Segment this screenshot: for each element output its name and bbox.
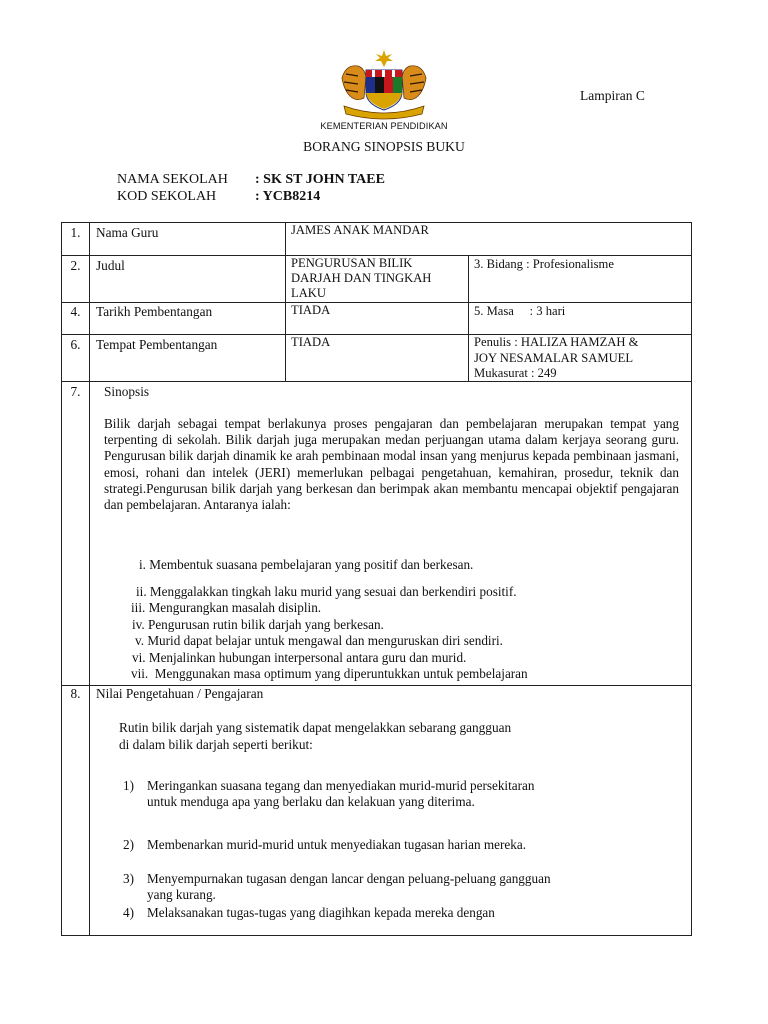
school-name-label: NAMA SEKOLAH: [117, 172, 228, 187]
value-lesson-item: [123, 905, 583, 921]
ministry-name: KEMENTERIAN PENDIDIKAN: [320, 121, 448, 131]
teacher-name-label: Nama Guru: [96, 225, 159, 240]
presentation-date-label: Tarikh Pembentangan: [96, 304, 213, 319]
value-lesson-item: [123, 871, 563, 904]
column-divider: [468, 255, 469, 381]
row-number: 8.: [70, 686, 81, 701]
title-label: Judul: [96, 258, 125, 273]
row-number: 1.: [70, 225, 81, 240]
row-divider: [62, 302, 691, 303]
ministry-crest-logo: [338, 48, 430, 120]
presentation-place-value: TIADA: [291, 335, 331, 349]
page-count: Mukasurat : 249: [474, 366, 557, 380]
column-divider: [89, 223, 90, 935]
school-code-label: KOD SEKOLAH: [117, 189, 217, 204]
author-line-1: Penulis : HALIZA HAMZAH &: [474, 335, 639, 349]
duration-value: 5. Masa : 3 hari: [474, 304, 566, 318]
value-lesson-heading: Nilai Pengetahuan / Pengajaran: [96, 686, 264, 701]
value-lesson-item: [123, 837, 543, 853]
synopsis-paragraph: Bilik darjah sebagai tempat berlakunya proses pengajaran dan pembelajaran merupakan tempat yang terpenting di sekolah. Bilik darjah juga merupakan medan perjuangan utama dalam kerjaya seorang guru. Pengurusan bilik darjah dinamik ke arah pembinaan modal insan yang menjurus kepada pembinaan jasmani, emosi, rohani dan intelek (JERI) memerlukan pelbagai pengetahuan, kemahiran, prosedur, teknik dan strategi.Pengurusan bilik darjah yang berkesan dan berimpak akan membantu mencapai objektif pengajaran dan pembelajaran. Antaranya ialah:: [104, 416, 679, 513]
school-name-value: : SK ST JOHN TAEE: [255, 172, 385, 187]
item-text: Membenarkan murid-murid untuk menyediakan tugasan harian mereka.: [147, 837, 527, 852]
value-lesson-item: [123, 778, 563, 811]
item-number: 1): [123, 778, 134, 793]
column-divider: [285, 223, 286, 381]
row-number: 7.: [70, 384, 81, 399]
item-text: Melaksanakan tugas-tugas yang diagihkan kepada mereka dengan: [147, 905, 495, 920]
row-number: 2.: [70, 258, 81, 273]
row-number: 4.: [70, 304, 81, 319]
teacher-name-value: JAMES ANAK MANDAR: [291, 223, 429, 237]
synopsis-list-item: ii. Menggalakkan tingkah laku murid yang sesuai dan berkendiri positif.: [136, 584, 517, 599]
synopsis-list-item: iv. Pengurusan rutin bilik darjah yang berkesan.: [132, 617, 384, 632]
author-line-2: JOY NESAMALAR SAMUEL: [474, 351, 634, 365]
item-number: 2): [123, 837, 134, 852]
synopsis-form-table: [61, 222, 692, 936]
attachment-label: Lampiran C: [580, 88, 645, 103]
book-title-value: PENGURUSAN BILIK DARJAH DAN TINGKAH LAKU: [291, 256, 432, 300]
item-text: Meringankan suasana tegang dan menyediakan murid-murid persekitaran untuk menduga apa yang berlaku dan kelakuan yang diterima.: [147, 778, 535, 810]
row-number: 6.: [70, 337, 81, 352]
school-name-line: [117, 171, 385, 188]
synopsis-heading: Sinopsis: [104, 384, 150, 399]
synopsis-list-item: iii. Mengurangkan masalah disiplin.: [131, 600, 322, 615]
value-lesson-intro: Rutin bilik darjah yang sistematik dapat mengelakkan sebarang gangguan di dalam bilik darjah seperti berikut:: [119, 720, 512, 752]
item-number: 3): [123, 871, 134, 886]
form-title: BORANG SINOPSIS BUKU: [303, 139, 465, 154]
item-text: Menyempurnakan tugasan dengan lancar dengan peluang-peluang gangguan yang kurang.: [147, 871, 551, 903]
synopsis-list-item: vi. Menjalinkan hubungan interpersonal antara guru dan murid.: [132, 650, 467, 665]
presentation-date-value: TIADA: [291, 303, 331, 317]
field-value: 3. Bidang : Profesionalisme: [474, 257, 614, 271]
synopsis-list-item: i. Membentuk suasana pembelajaran yang positif dan berkesan.: [139, 557, 474, 572]
school-code-value: : YCB8214: [255, 189, 321, 204]
presentation-place-label: Tempat Pembentangan: [96, 337, 218, 352]
item-number: 4): [123, 905, 134, 920]
synopsis-list-item: vii. Menggunakan masa optimum yang diperuntukkan untuk pembelajaran: [131, 666, 528, 681]
row-divider: [62, 381, 691, 382]
school-code-line: [117, 188, 320, 205]
synopsis-list-item: v. Murid dapat belajar untuk mengawal dan menguruskan diri sendiri.: [135, 633, 503, 648]
